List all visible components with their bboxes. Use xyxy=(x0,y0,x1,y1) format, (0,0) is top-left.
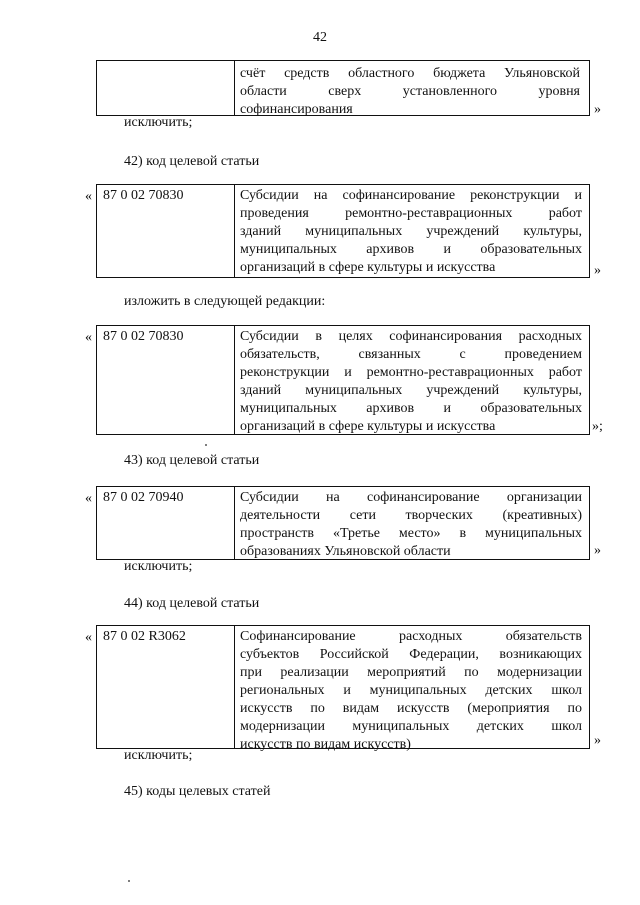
table-fragment-top xyxy=(96,60,590,116)
description-line: Софинансирование расходных обязательств xyxy=(240,629,582,644)
description-line: Субсидии на софинансирование организации xyxy=(240,490,582,505)
closing-quote: » xyxy=(594,263,601,278)
target-article-code: 87 0 02 R3062 xyxy=(103,629,186,644)
column-divider xyxy=(234,626,235,748)
closing-quote: » xyxy=(594,543,601,558)
column-divider xyxy=(234,185,235,277)
budget-code-table xyxy=(96,325,590,435)
description-line: проведения ремонтно-реставрационных работ xyxy=(240,206,582,221)
description-line: организаций в сфере культуры и искусства xyxy=(240,419,496,434)
description-line: деятельности сети творческих (креативных) xyxy=(240,508,582,523)
description-line: искусств по видам искусств (мероприятия по xyxy=(240,701,582,716)
opening-quote: « xyxy=(85,630,92,645)
description-line: области сверх установленного уровня xyxy=(240,84,580,99)
description-line: модернизации муниципальных детских школ xyxy=(240,719,582,734)
closing-quote: » xyxy=(594,102,601,117)
row-description xyxy=(240,489,582,561)
instruction-restate: изложить в следующей редакции: xyxy=(124,294,326,309)
budget-code-table xyxy=(96,486,590,560)
row-description xyxy=(240,65,580,119)
row-description xyxy=(240,628,582,754)
instruction-exclude: исключить; xyxy=(124,748,193,763)
description-line: зданий муниципальных учреждений культуры, xyxy=(240,383,582,398)
opening-quote: « xyxy=(85,189,92,204)
column-divider xyxy=(234,487,235,559)
scan-speck xyxy=(205,444,207,446)
description-line: софинансирования xyxy=(240,102,353,117)
description-line: организаций в сфере культуры и искусства xyxy=(240,260,496,275)
description-line: пространств «Третье место» в муниципальных xyxy=(240,526,582,541)
section-heading-45: 45) коды целевых статей xyxy=(124,784,271,799)
closing-quote: » xyxy=(594,733,601,748)
description-line: искусств по видам искусств) xyxy=(240,737,411,752)
description-line: образованиях Ульяновской области xyxy=(240,544,451,559)
section-heading-42: 42) код целевой статьи xyxy=(124,154,260,169)
description-line: счёт средств областного бюджета Ульяновской xyxy=(240,66,580,81)
target-article-code: 87 0 02 70830 xyxy=(103,188,184,203)
description-line: при реализации мероприятий по модернизации xyxy=(240,665,582,680)
description-line: Субсидии на софинансирование реконструкции и xyxy=(240,188,582,203)
budget-code-table xyxy=(96,184,590,278)
scan-speck xyxy=(128,880,130,882)
instruction-exclude: исключить; xyxy=(124,559,193,574)
description-line: зданий муниципальных учреждений культуры, xyxy=(240,224,582,239)
description-line: обязательств, связанных с проведением xyxy=(240,347,582,362)
row-description xyxy=(240,328,582,436)
section-heading-44: 44) код целевой статьи xyxy=(124,596,260,611)
closing-quote-semicolon: »; xyxy=(592,419,603,434)
description-line: реконструкции и ремонтно-реставрационных работ xyxy=(240,365,582,380)
description-line: субъектов Российской Федерации, возникающих xyxy=(240,647,582,662)
instruction-exclude: исключить; xyxy=(124,115,193,130)
target-article-code: 87 0 02 70940 xyxy=(103,490,184,505)
section-heading-43: 43) код целевой статьи xyxy=(124,453,260,468)
description-line: Субсидии в целях софинансирования расходных xyxy=(240,329,582,344)
budget-code-table xyxy=(96,625,590,752)
row-description xyxy=(240,187,582,277)
target-article-code: 87 0 02 70830 xyxy=(103,329,184,344)
opening-quote: « xyxy=(85,491,92,506)
page-number: 42 xyxy=(313,30,327,45)
opening-quote: « xyxy=(85,330,92,345)
column-divider xyxy=(234,326,235,434)
description-line: региональных и муниципальных детских школ xyxy=(240,683,582,698)
description-line: муниципальных архивов и образовательных xyxy=(240,242,582,257)
description-line: муниципальных архивов и образовательных xyxy=(240,401,582,416)
column-divider xyxy=(234,61,235,115)
